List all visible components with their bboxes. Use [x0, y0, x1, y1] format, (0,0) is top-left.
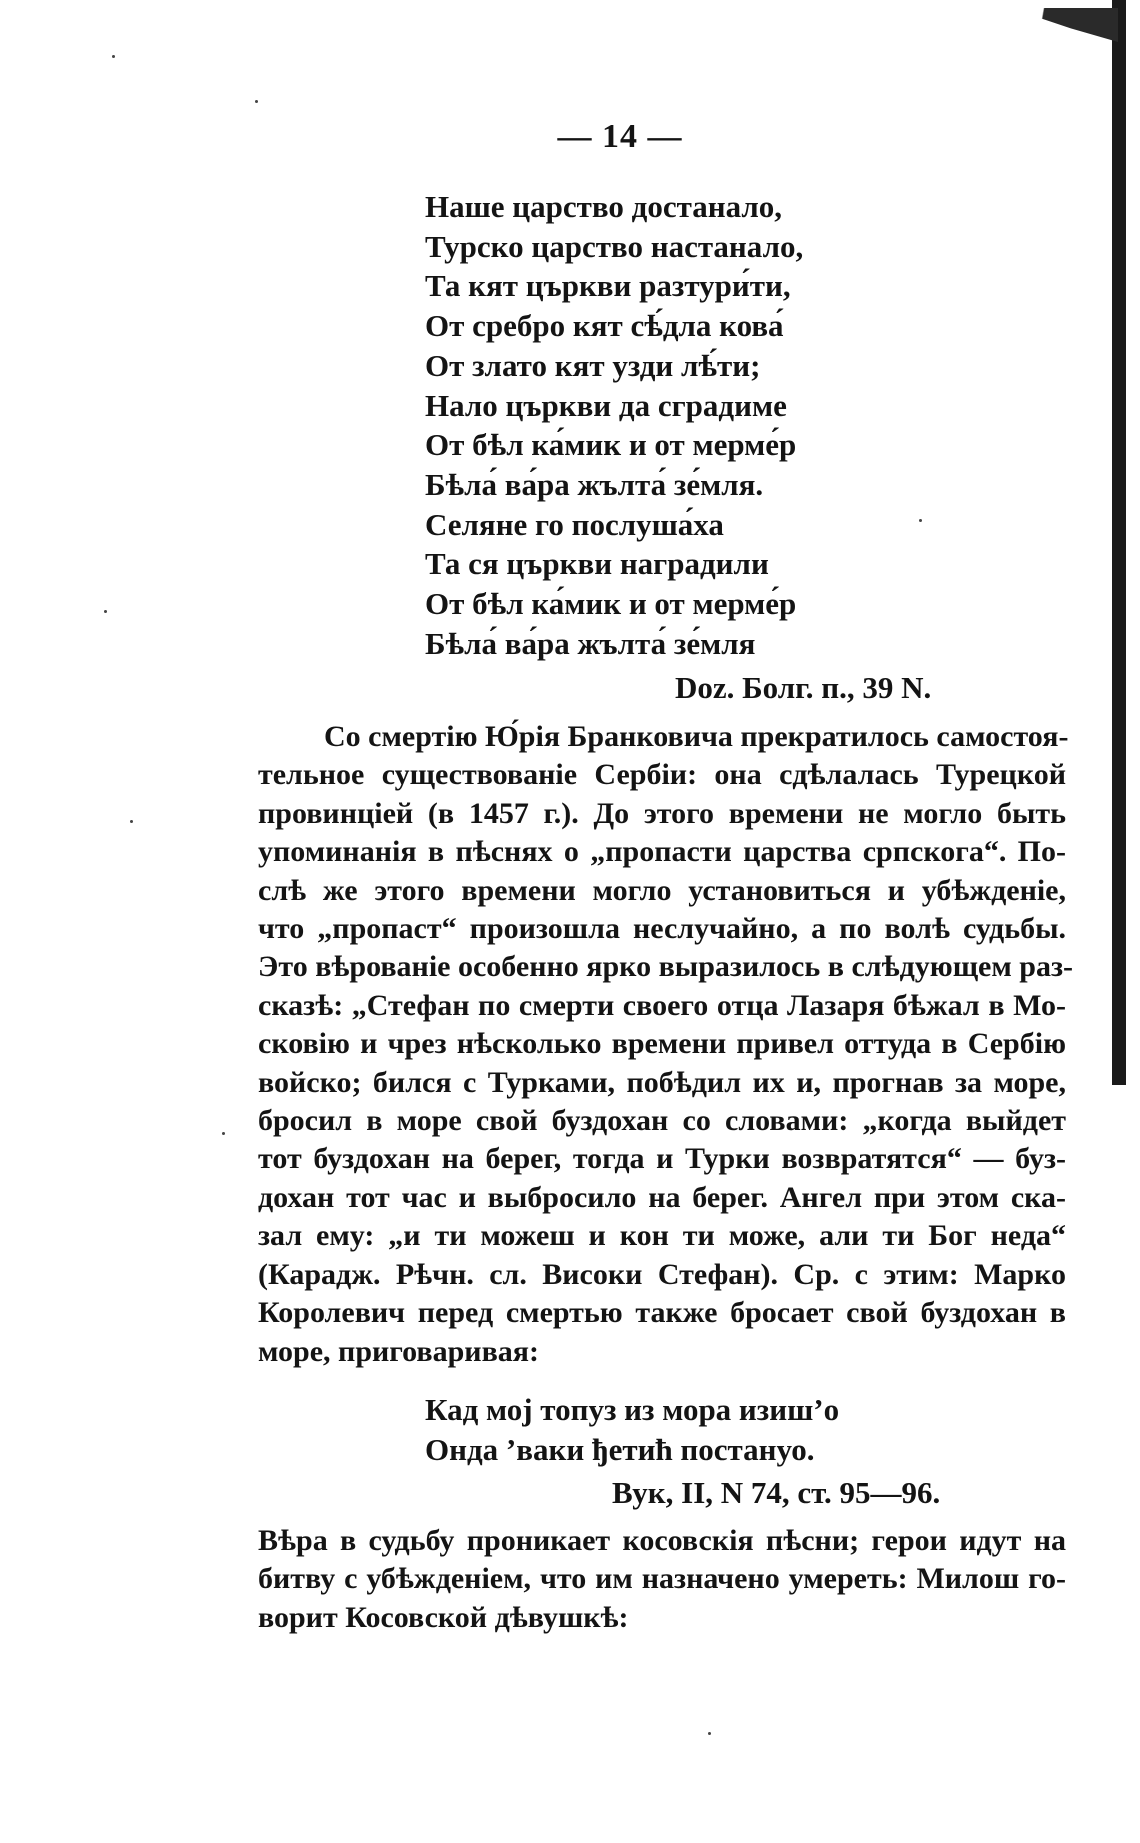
- verse-line: Кад мој топуз из мора изиш’о: [425, 1392, 840, 1427]
- scan-speck: [222, 1132, 225, 1135]
- paragraph-line: (Карадж. Рѣчн. сл. Високи Стефан). Ср. с этим: Марко: [258, 1257, 1066, 1291]
- paragraph-line: Это вѣрованіе особенно ярко выразилось в слѣдующем раз-: [258, 950, 1073, 984]
- verse-line: Та кят църкви разтури́ти,: [425, 268, 791, 304]
- paragraph-line: ворит Косовской дѣвушкѣ:: [258, 1600, 629, 1634]
- verse-line: Та ся църкви наградили: [425, 546, 769, 582]
- page-number: — 14 —: [557, 118, 683, 155]
- paragraph-line: упоминанія в пѣснях о „пропасти царства српскога“. По-: [258, 835, 1066, 869]
- scan-corner-mark: [1000, 8, 1118, 42]
- verse-line: Бѣла́ ва́ра жълта́ зе́мля.: [425, 466, 764, 502]
- paragraph-line: провинціей (в 1457 г.). До этого времени не могло быть: [258, 796, 1066, 830]
- verse-line: От сребро кят сѣ́дла кова́: [425, 308, 784, 344]
- paragraph-line: Со смертію Ю́рія Бранковича прекратилось самостоя-: [324, 720, 1069, 753]
- verse-block-1: [425, 187, 803, 663]
- verse-line: Турско царство настанало,: [425, 228, 804, 264]
- paragraph-line: Королевич перед смертью также бросает свой буздохан в: [258, 1296, 1066, 1330]
- paragraph-line: бросил в море свой буздохан со словами: „когда выйдет: [258, 1104, 1066, 1138]
- verse-line: От злато кят узди лѣ́ти;: [425, 347, 761, 383]
- paragraph-line: Вѣра в судьбу проникает косовскія пѣсни; герои идут на: [258, 1524, 1066, 1557]
- scan-edge-shadow: [1112, 0, 1126, 1085]
- paragraph-line: тельное существованіе Сербіи: она сдѣлалась Турецкой: [258, 758, 1066, 792]
- scan-speck: [112, 55, 115, 58]
- scan-speck: [104, 610, 107, 613]
- paragraph-line: слѣ же этого времени могло установиться и убѣжденіе,: [258, 873, 1066, 907]
- scan-speck: [130, 820, 133, 823]
- verse-2-source: Вук, II, N 74, ст. 95—96.: [612, 1475, 941, 1510]
- verse-line: Бѣла́ ва́ра жълта́ зе́мля: [425, 625, 756, 661]
- verse-1-source: Doz. Болг. п., 39 N.: [675, 670, 932, 705]
- paragraph-1: [258, 718, 1073, 1371]
- paragraph-line: дохан тот час и выбросило на берег. Ангел при этом ска-: [258, 1180, 1066, 1214]
- scan-speck: [919, 519, 922, 522]
- paragraph-line: тот буздохан на берег, тогда и Турки возвратятся“ — буз-: [258, 1142, 1066, 1176]
- verse-line: Онда ’ваки ђетић постануо.: [425, 1431, 815, 1467]
- paragraph-line: что „пропаст“ произошла неслучайно, а по волѣ судьбы.: [258, 912, 1066, 946]
- paragraph-2: [258, 1522, 1066, 1637]
- paragraph-line: битву с убѣжденіем, что им назначено умереть: Милош го-: [258, 1562, 1066, 1596]
- paragraph-line: сковію и чрез нѣсколько времени привел оттуда в Сербію: [258, 1027, 1066, 1061]
- verse-line: Селяне го послуша́ха: [425, 506, 724, 542]
- verse-line: От бѣл ка́мик и от мерме́р: [425, 427, 797, 463]
- paragraph-line: войско; бился с Турками, побѣдил их и, прогнав за море,: [258, 1065, 1066, 1099]
- paragraph-line: сказѣ: „Стефан по смерти своего отца Лазаря бѣжал в Мо-: [258, 988, 1066, 1022]
- verse-line: Нало църкви да сградиме: [425, 387, 787, 423]
- verse-block-2: [425, 1390, 839, 1469]
- scan-speck: [255, 100, 258, 103]
- paragraph-line: море, приговаривая:: [258, 1334, 540, 1368]
- paragraph-line: зал ему: „и ти можеш и кон ти може, али ти Бог неда“: [258, 1219, 1066, 1253]
- verse-line: Наше царство достанало,: [425, 189, 782, 224]
- scan-speck: [708, 1732, 711, 1735]
- verse-line: От бѣл ка́мик и от мерме́р: [425, 586, 797, 622]
